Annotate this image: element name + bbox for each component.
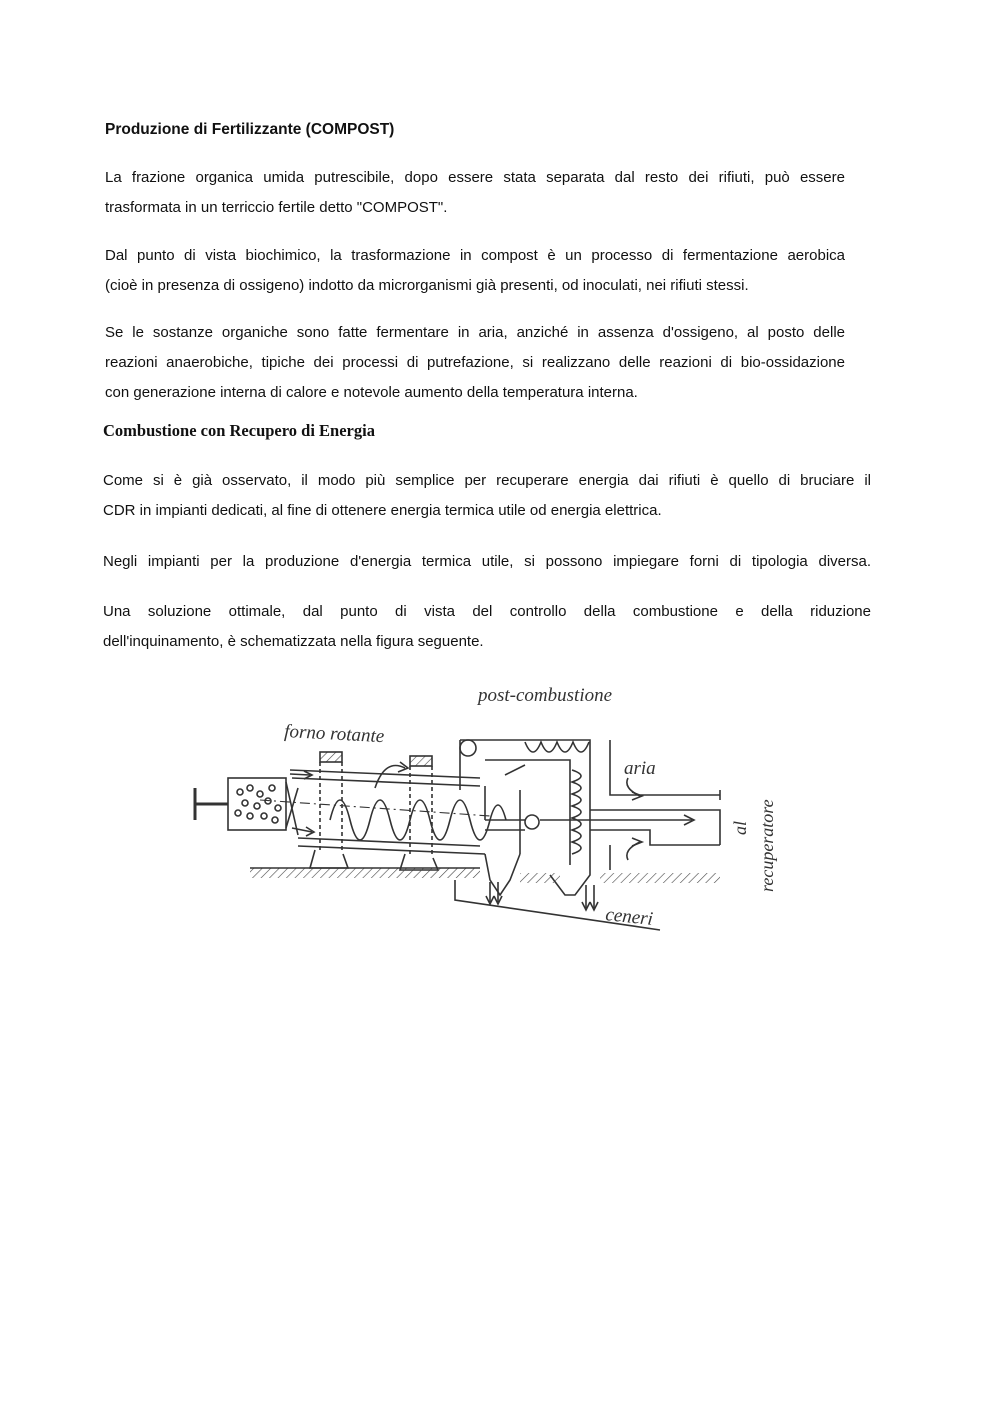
kiln-diagram-svg <box>180 670 800 960</box>
paragraph-combustione-3 <box>103 597 871 657</box>
paragraph-line: La frazione organica umida putrescibile, dopo essere stata separata dal resto dei rifiuti, può essere <box>105 169 845 186</box>
paragraph-line: Come si è già osservato, il modo più semplice per recuperare energia dai rifiuti è quello di bruciare il <box>103 472 871 489</box>
paragraph-line: Negli impianti per la produzione d'energia termica utile, si possono impiegare forni di tipologia diversa. <box>103 553 871 570</box>
label-forno-rotante: forno rotante <box>283 721 385 748</box>
paragraph-line: dell'inquinamento, è schematizzata nella figura seguente. <box>103 633 484 650</box>
paragraph-line: trasformata in un terriccio fertile detto "COMPOST". <box>105 199 448 216</box>
paragraph-line: (cioè in presenza di ossigeno) indotto da microrganismi già presenti, od inoculati, nei rifiuti stessi. <box>105 277 749 294</box>
paragraph-line: Una soluzione ottimale, dal punto di vista del controllo della combustione e della riduzione <box>103 603 871 620</box>
paragraph-line: con generazione interna di calore e notevole aumento della temperatura interna. <box>105 384 638 401</box>
paragraph-compost-2 <box>105 241 845 301</box>
label-aria: aria <box>624 758 656 779</box>
section-title-combustione: Combustione con Recupero di Energia <box>103 421 375 440</box>
paragraph-compost-1 <box>105 163 845 223</box>
paragraph-combustione-1 <box>103 466 871 526</box>
paragraph-line: Se le sostanze organiche sono fatte fermentare in aria, anziché in assenza d'ossigeno, al posto delle <box>105 324 845 341</box>
paragraph-combustione-2 <box>103 547 871 577</box>
label-al: al <box>730 820 750 835</box>
label-recuperatore: recuperatore <box>757 799 777 892</box>
section-title-compost: Produzione di Fertilizzante (COMPOST) <box>105 121 395 138</box>
paragraph-line: CDR in impianti dedicati, al fine di ottenere energia termica utile od energia elettrica. <box>103 502 662 519</box>
label-ceneri: ceneri <box>604 904 654 930</box>
paragraph-compost-3 <box>105 318 845 408</box>
paragraph-line: Dal punto di vista biochimico, la trasformazione in compost è un processo di fermentazione aerobica <box>105 247 845 264</box>
kiln-diagram <box>180 670 800 960</box>
paragraph-line: reazioni anaerobiche, tipiche dei processi di putrefazione, si realizzano delle reazioni di bio-ossidazione <box>105 354 845 371</box>
label-post-combustione: post-combustione <box>478 685 613 706</box>
